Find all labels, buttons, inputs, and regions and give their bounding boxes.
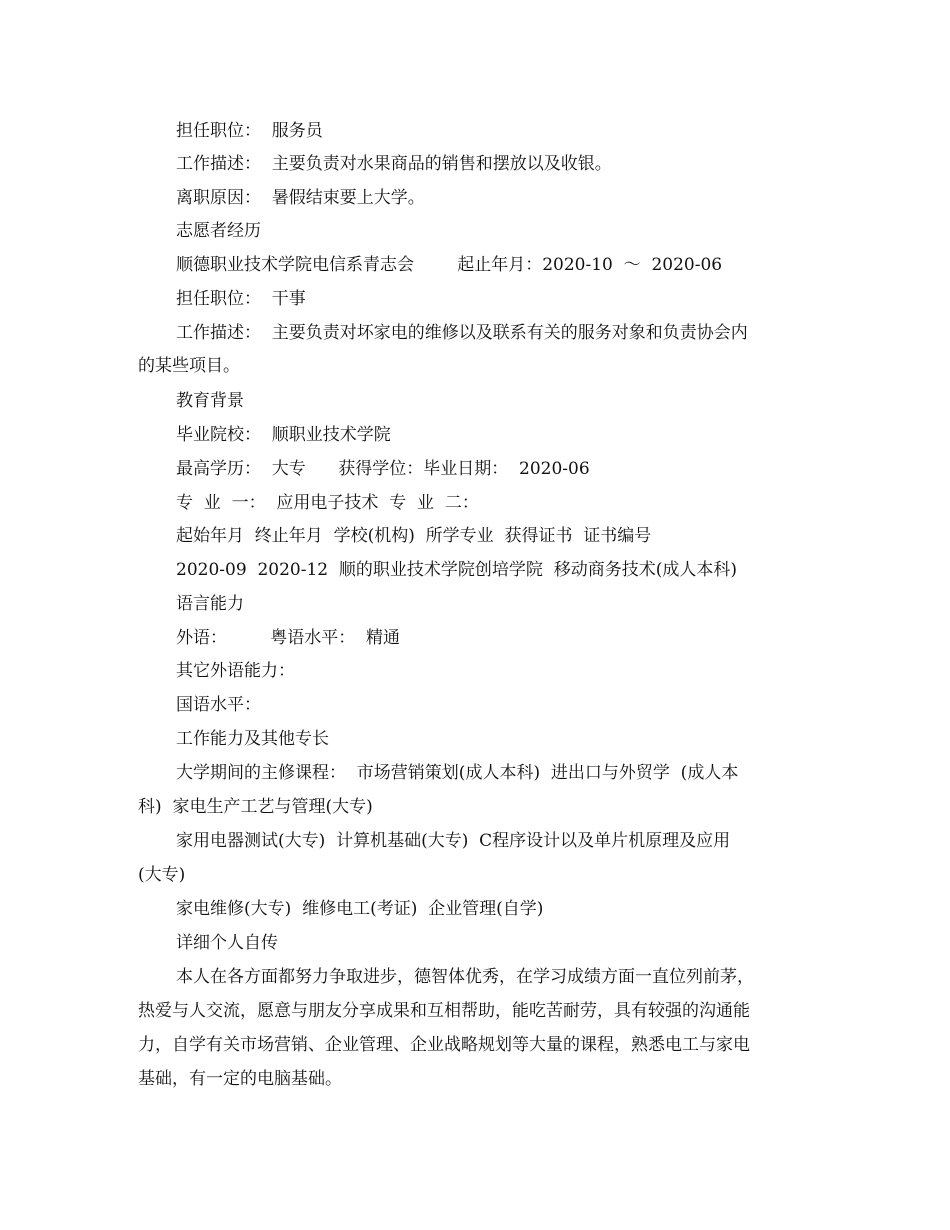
volunteer-description-continued: 的某些项目。	[138, 356, 240, 376]
volunteer-org-line: 顺德职业技术学院电信系青志会 起止年月：2020-10 ～ 2020-06	[176, 255, 723, 275]
volunteer-heading: 志愿者经历	[176, 221, 261, 241]
foreign-language-line: 外语： 粤语水平： 精通	[176, 628, 401, 648]
courses-line: 大学期间的主修课程： 市场营销策划(成人本科) 进出口与外贸学 (成人本	[176, 763, 739, 783]
education-table-row: 2020-09 2020-12 顺的职业技术学院创培学院 移动商务技术(成人本科)	[176, 560, 737, 580]
school-line: 毕业院校： 顺职业技术学院	[176, 425, 391, 445]
courses-line-continued: 科) 家电生产工艺与管理(大专)	[138, 797, 373, 817]
autobiography-heading: 详细个人自传	[176, 933, 278, 953]
autobiography-paragraph-line-3: 力，自学有关市场营销、企业管理、企业战略规划等大量的课程，熟悉电工与家电	[138, 1035, 750, 1055]
degree-line: 最高学历： 大专 获得学位：毕业日期： 2020-06	[176, 459, 590, 479]
education-heading: 教育背景	[176, 391, 244, 411]
courses-line-3: 家电维修(大专) 维修电工(考证) 企业管理(自学)	[176, 899, 544, 919]
job-position-line: 担任职位： 服务员	[176, 121, 323, 141]
language-heading: 语言能力	[176, 594, 244, 614]
skills-heading: 工作能力及其他专长	[176, 729, 329, 749]
volunteer-position-line: 担任职位： 干事	[176, 289, 306, 309]
leave-reason-line: 离职原因： 暑假结束要上大学。	[176, 188, 425, 208]
autobiography-paragraph-line-2: 热爱与人交流，愿意与朋友分享成果和互相帮助，能吃苦耐劳，具有较强的沟通能	[138, 1001, 750, 1021]
mandarin-level-line: 国语水平：	[176, 695, 261, 715]
autobiography-paragraph-line-1: 本人在各方面都努力争取进步，德智体优秀，在学习成绩方面一直位列前茅，	[176, 967, 754, 987]
education-table-header: 起始年月 终止年月 学校(机构) 所学专业 获得证书 证书编号	[176, 526, 652, 546]
major-line: 专 业 一： 应用电子技术 专 业 二：	[176, 493, 479, 513]
job-description-line: 工作描述： 主要负责对水果商品的销售和摆放以及收银。	[176, 154, 612, 174]
other-language-line: 其它外语能力：	[176, 661, 295, 681]
courses-line-2-continued: (大专)	[138, 865, 186, 885]
volunteer-description-line: 工作描述： 主要负责对坏家电的维修以及联系有关的服务对象和负责协会内	[176, 323, 748, 343]
autobiography-paragraph-line-4: 基础，有一定的电脑基础。	[138, 1069, 342, 1089]
courses-line-2: 家用电器测试(大专) 计算机基础(大专) C程序设计以及单片机原理及应用	[176, 831, 731, 851]
